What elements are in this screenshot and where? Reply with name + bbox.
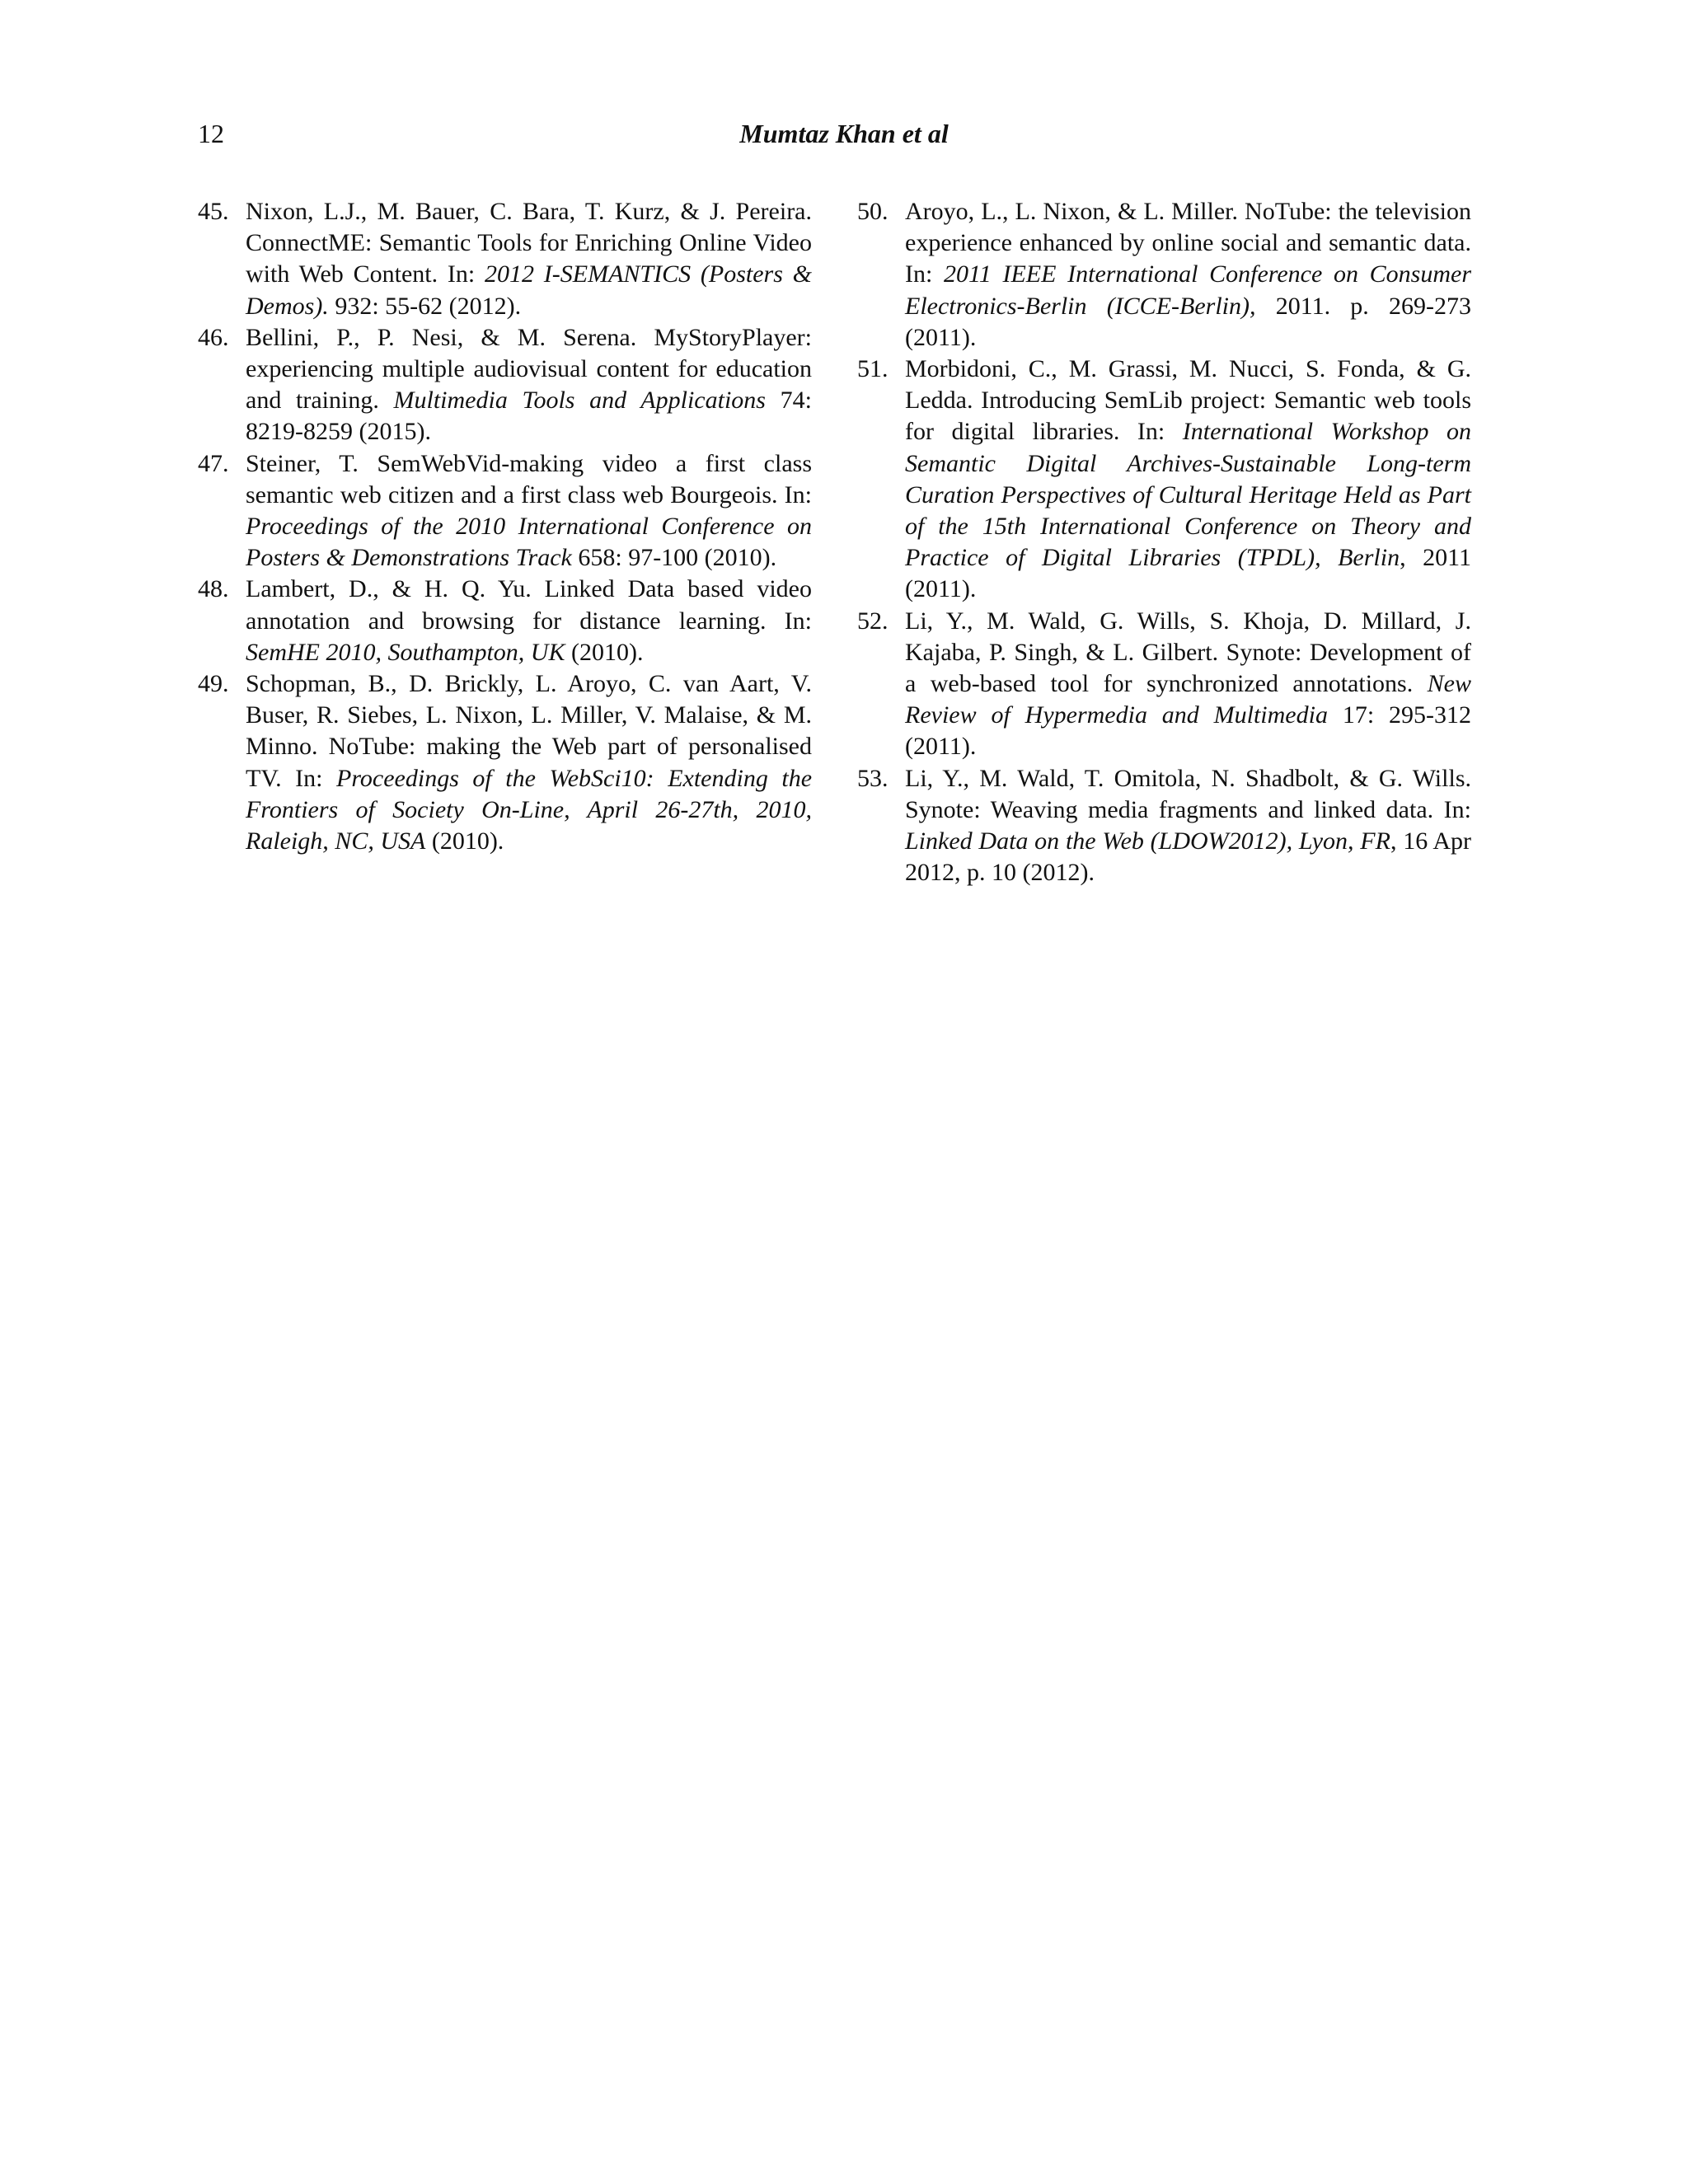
reference-item xyxy=(857,763,1471,889)
reference-segment: , 16 Apr 2012, p. 10 (2012). xyxy=(905,827,1471,887)
reference-source: Proceedings of the 2010 International Conference on Posters & Demonstrations Track xyxy=(246,513,812,572)
reference-number: 50. xyxy=(857,198,889,225)
reference-text xyxy=(246,448,812,574)
reference-segment: (2010). xyxy=(425,827,504,855)
reference-text xyxy=(246,196,812,322)
reference-segment: Lambert, D., & H. Q. Yu. Linked Data based video annotation and browsing for distance learning. In: xyxy=(246,575,812,635)
reference-source: Linked Data on the Web (LDOW2012), Lyon, FR xyxy=(905,827,1390,855)
reference-segment: 74: 8219-8259 (2015). xyxy=(246,387,812,446)
reference-number: 45. xyxy=(198,198,229,225)
reference-text xyxy=(905,606,1471,763)
reference-text xyxy=(905,196,1471,354)
reference-item xyxy=(198,448,812,574)
reference-segment: Aroyo, L., L. Nixon, & L. Miller. NoTube: the television experience enhanced by online social and semantic data. In: xyxy=(905,198,1471,288)
reference-segment: , 2011 (2011). xyxy=(905,544,1472,603)
reference-item xyxy=(198,574,812,668)
reference-segment: Li, Y., M. Wald, G. Wills, S. Khoja, D. Millard, J. Kajaba, P. Singh, & L. Gilbert. Synote: Development of a web-based tool for synchronized annotations. xyxy=(905,607,1471,698)
reference-item xyxy=(857,606,1471,763)
reference-segment: Morbidoni, C., M. Grassi, M. Nucci, S. Fonda, & G. Ledda. Introducing SemLib project: Semantic web tools for digital libraries. In: xyxy=(905,355,1471,446)
reference-item xyxy=(857,354,1471,606)
reference-segment: Steiner, T. SemWebVid-making video a first class semantic web citizen and a first class web Bourgeois. In: xyxy=(246,449,812,509)
running-head: Mumtaz Khan et al xyxy=(739,119,949,148)
reference-number: 49. xyxy=(198,670,229,698)
reference-number: 47. xyxy=(198,449,229,477)
reference-source: 2011 IEEE International Conference on Consumer Electronics-Berlin (ICCE-Berlin), xyxy=(905,260,1471,320)
reference-column-right xyxy=(857,196,1471,888)
reference-item xyxy=(198,196,812,322)
page-number: 12 xyxy=(198,119,224,148)
reference-segment: 932: 55-62 (2012). xyxy=(328,292,522,320)
reference-segment: Schopman, B., D. Brickly, L. Aroyo, C. van Aart, V. Buser, R. Siebes, L. Nixon, L. Miller, V. Malaise, & M. Minno. NoTube: making the Web part of personalised TV. In: xyxy=(246,670,812,792)
reference-item xyxy=(857,196,1471,354)
reference-source: International Workshop on Semantic Digital Archives-Sustainable Long-term Curation Perspectives of Cultural Heritage Held as Part of the 15th International Conference on Theory and Practice of Digital Libraries (TPDL), Berlin xyxy=(905,418,1471,572)
reference-number: 52. xyxy=(857,607,889,635)
reference-segment: Bellini, P., P. Nesi, & M. Serena. MyStoryPlayer: experiencing multiple audiovisual content for education and training. xyxy=(246,323,812,415)
reference-text xyxy=(246,668,812,857)
reference-number: 51. xyxy=(857,355,889,383)
reference-source: Proceedings of the WebSci10: Extending the Frontiers of Society On-Line, April 26-27th, 2010, Raleigh, NC, USA xyxy=(246,764,813,855)
reference-segment: (2010). xyxy=(565,638,644,666)
reference-text xyxy=(905,354,1471,606)
reference-text xyxy=(246,322,812,448)
reference-item xyxy=(198,322,812,448)
reference-number: 46. xyxy=(198,323,229,351)
reference-column-left xyxy=(198,196,812,857)
reference-source: 2012 I-SEMANTICS (Posters & Demos). xyxy=(246,260,813,320)
reference-text xyxy=(905,763,1471,889)
reference-source: New Review of Hypermedia and Multimedia xyxy=(905,670,1471,729)
reference-text xyxy=(246,574,812,668)
reference-segment: 658: 97-100 (2010). xyxy=(571,544,777,572)
reference-segment: Li, Y., M. Wald, T. Omitola, N. Shadbolt, & G. Wills. Synote: Weaving media fragments and linked data. In: xyxy=(905,764,1471,823)
reference-segment: 2011. p. 269-273 (2011). xyxy=(905,292,1471,351)
reference-number: 53. xyxy=(857,764,889,792)
reference-segment: Nixon, L.J., M. Bauer, C. Bara, T. Kurz, & J. Pereira. ConnectME: Semantic Tools for Enriching Online Video with Web Content. In: xyxy=(246,198,812,288)
reference-source: SemHE 2010, Southampton, UK xyxy=(246,638,565,666)
reference-item xyxy=(198,668,812,857)
reference-segment: 17: 295-312 (2011). xyxy=(905,701,1471,761)
reference-number: 48. xyxy=(198,575,229,603)
reference-source: Multimedia Tools and Applications xyxy=(393,387,766,415)
